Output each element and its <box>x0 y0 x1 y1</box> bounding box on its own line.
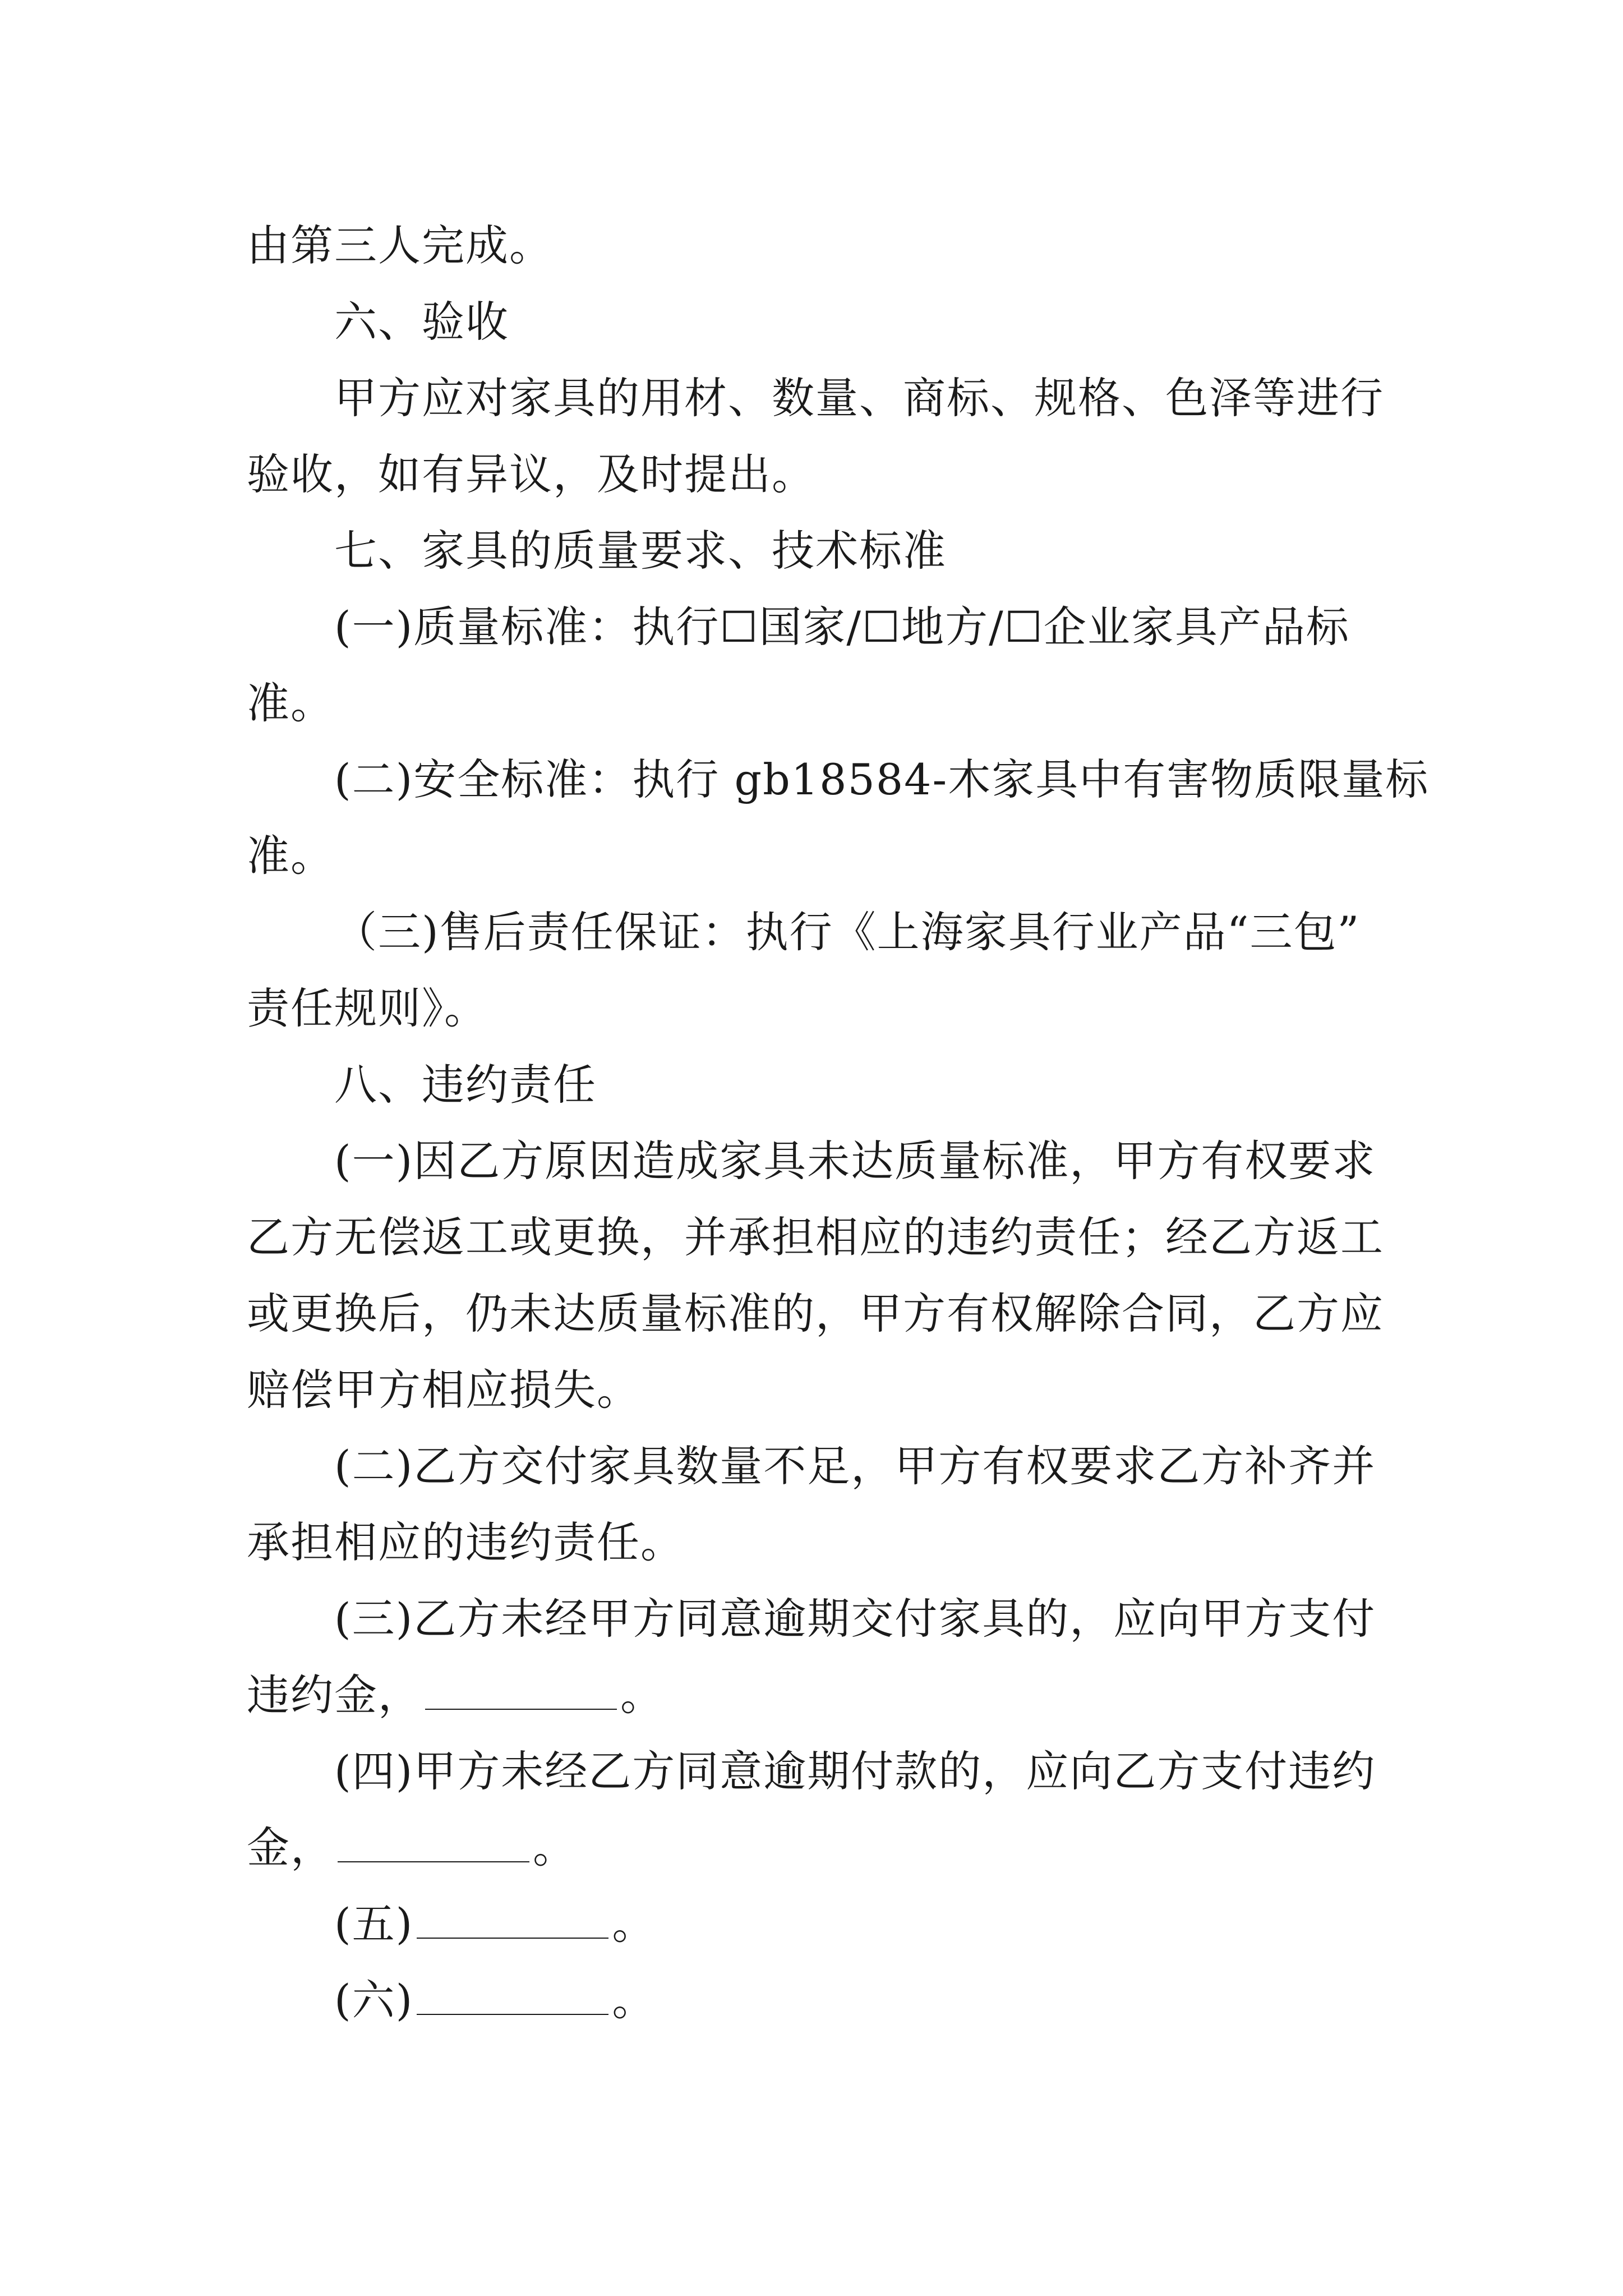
paragraph-text: 违约金， <box>247 1670 422 1720</box>
fill-in-blank[interactable] <box>417 1904 608 1939</box>
paragraph-line-with-blank <box>247 1657 1387 1733</box>
paragraph-line-with-blank <box>247 1962 1387 2039</box>
paragraph-line: 赔偿甲方相应损失。 <box>247 1365 640 1415</box>
paragraph-line: (一)因乙方原因造成家具未达质量标准，甲方有权要求 <box>334 1136 1376 1186</box>
paragraph-text: (五) <box>334 1899 414 1949</box>
section-heading-acceptance: 六、验收 <box>334 297 509 347</box>
period-mark: 。 <box>620 1670 664 1720</box>
paragraph-line: 验收，如有异议，及时提出。 <box>247 449 815 499</box>
paragraph-line: 乙方无偿返工或更换，并承担相应的违约责任；经乙方返工 <box>247 1212 1384 1262</box>
document-body <box>247 208 1430 2039</box>
paragraph-text: (六) <box>334 1975 414 2025</box>
paragraph-line: (二)安全标准：执行 gb18584-木家具中有害物质限量标 <box>334 754 1430 804</box>
fill-in-blank[interactable] <box>417 1980 608 2015</box>
section-heading-liability: 八、违约责任 <box>334 1060 597 1110</box>
paragraph-text: 金， <box>247 1823 334 1872</box>
fill-in-blank[interactable] <box>425 1675 617 1710</box>
paragraph-line: 准。 <box>247 831 334 881</box>
fill-in-blank[interactable] <box>338 1828 529 1862</box>
paragraph-line: (三)乙方未经甲方同意逾期交付家具的，应向甲方支付 <box>334 1594 1376 1644</box>
period-mark: 。 <box>533 1823 577 1872</box>
paragraph-line-with-blank <box>247 1886 1387 1962</box>
paragraph-line: 甲方应对家具的用材、数量、商标、规格、色泽等进行 <box>334 373 1384 423</box>
paragraph-line: 责任规则》。 <box>247 983 488 1033</box>
paragraph-line-with-blank <box>247 1810 1387 1886</box>
section-heading-quality: 七、家具的质量要求、技术标准 <box>334 526 947 576</box>
period-mark: 。 <box>612 1975 656 2025</box>
paragraph-line: (二)乙方交付家具数量不足，甲方有权要求乙方补齐并 <box>334 1441 1376 1491</box>
paragraph-line: （三)售后责任保证：执行《上海家具行业产品“三包” <box>334 907 1361 957</box>
paragraph-line: 准。 <box>247 678 334 728</box>
paragraph-line: (一)质量标准：执行☐国家/☐地方/☐企业家具产品标 <box>334 602 1350 652</box>
paragraph-line: 承担相应的违约责任。 <box>247 1517 684 1567</box>
paragraph-line: (四)甲方未经乙方同意逾期付款的，应向乙方支付违约 <box>334 1746 1376 1796</box>
paragraph-line: 由第三人完成。 <box>247 220 553 270</box>
paragraph-line: 或更换后，仍未达质量标准的，甲方有权解除合同，乙方应 <box>247 1289 1384 1338</box>
period-mark: 。 <box>612 1899 656 1949</box>
